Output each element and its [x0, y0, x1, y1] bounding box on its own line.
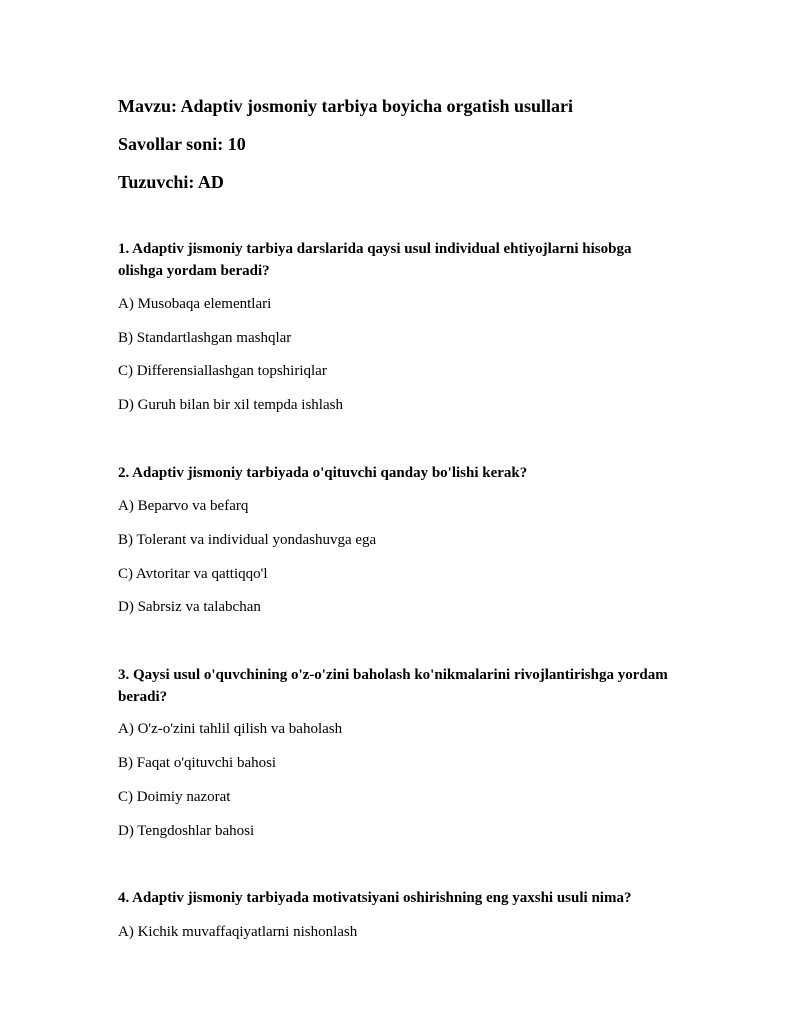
question-1-option-b: B) Standartlashgan mashqlar	[118, 330, 292, 346]
question-3-text: 3. Qaysi usul o'quvchining o'z-o'zini baholash ko'nikmalarini rivojlantirishga yordam beradi?	[118, 667, 668, 705]
question-3-option-c: C) Doimiy nazorat	[118, 789, 231, 805]
question-1-option-a: A) Musobaqa elementlari	[118, 296, 272, 312]
question-3-option-b: B) Faqat o'qituvchi bahosi	[118, 755, 277, 771]
question-2-option-d: D) Sabrsiz va talabchan	[118, 599, 261, 615]
question-2-option-b: B) Tolerant va individual yondashuvga ega	[118, 532, 377, 548]
question-2-text: 2. Adaptiv jismoniy tarbiyada o'qituvchi qanday bo'lishi kerak?	[118, 465, 528, 481]
question-4-text: 4. Adaptiv jismoniy tarbiyada motivatsiyani oshirishning eng yaxshi usuli nima?	[118, 890, 632, 906]
question-2-option-c: C) Avtoritar va qattiqqo'l	[118, 566, 268, 582]
question-3-option-d: D) Tengdoshlar bahosi	[118, 823, 255, 839]
question-4-option-a: A) Kichik muvaffaqiyatlarni nishonlash	[118, 924, 358, 940]
question-1-text: 1. Adaptiv jismoniy tarbiya darslarida qaysi usul individual ehtiyojlarni hisobga olishga yordam beradi?	[118, 241, 632, 279]
author-line: Tuzuvchi: AD	[118, 172, 224, 192]
question-3-option-a: A) O'z-o'zini tahlil qilish va baholash	[118, 721, 343, 737]
question-1-option-d: D) Guruh bilan bir xil tempda ishlash	[118, 397, 343, 413]
topic-heading: Mavzu: Adaptiv josmoniy tarbiya boyicha orgatish usullari	[118, 96, 574, 116]
question-2-option-a: A) Beparvo va befarq	[118, 498, 249, 514]
question-count: Savollar soni: 10	[118, 134, 246, 154]
question-1-option-c: C) Differensiallashgan topshiriqlar	[118, 363, 327, 379]
